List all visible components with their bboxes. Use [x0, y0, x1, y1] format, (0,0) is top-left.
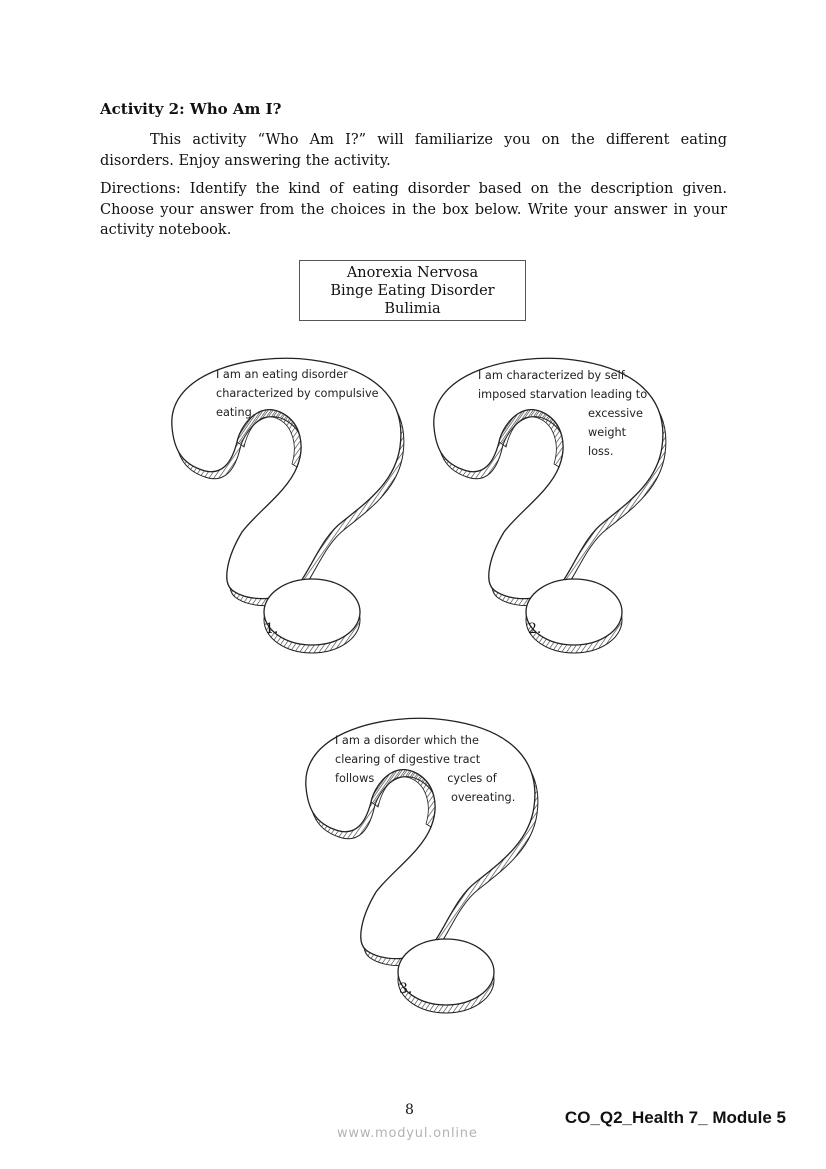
question-2-line: loss. [588, 445, 614, 458]
question-3-line-row [335, 769, 515, 788]
question-2-text [478, 366, 647, 461]
question-3-line: follows [335, 772, 375, 785]
question-3-number: 3. [399, 981, 413, 997]
question-2-line: excessive [588, 407, 643, 420]
question-1-text [216, 365, 379, 422]
intro-paragraph [100, 130, 727, 171]
directions-paragraph: Directions: Identify the kind of eating disorder based on the description given. Choose your answer from the choices in the box below. Write your answer in your activity notebook. [100, 181, 727, 238]
question-3-line: clearing of digestive tract [335, 753, 481, 766]
choice-item: Binge Eating Disorder [330, 282, 495, 299]
intro-text: This activity “Who Am I?” will familiarize you on the different eating disorders. Enjoy answering the activity. [100, 132, 727, 169]
page-number: 8 [405, 1102, 414, 1118]
question-1-line: characterized by compulsive [216, 387, 379, 400]
question-2-number: 2. [528, 621, 542, 637]
activity-heading: Activity 2: Who Am I? [100, 100, 282, 118]
question-1-line: eating. [216, 406, 256, 419]
choices-box [299, 260, 526, 321]
question-3-line: overeating. [451, 791, 516, 804]
question-2-line: weight [588, 426, 627, 439]
choice-item: Bulimia [384, 300, 441, 317]
question-3-line: cycles of [447, 772, 497, 785]
question-1-number: 1. [265, 621, 279, 637]
question-3-line: I am a disorder which the [335, 734, 479, 747]
question-3-text [335, 731, 515, 807]
question-2-line: imposed starvation leading to [478, 388, 648, 401]
watermark: www.modyul.online [337, 1126, 478, 1141]
module-code: CO_Q2_Health 7_ Module 5 [564, 1108, 786, 1127]
question-1-line: I am an eating disorder [216, 368, 348, 381]
choice-item: Anorexia Nervosa [346, 264, 479, 281]
question-2-line: I am characterized by self- [478, 369, 629, 382]
